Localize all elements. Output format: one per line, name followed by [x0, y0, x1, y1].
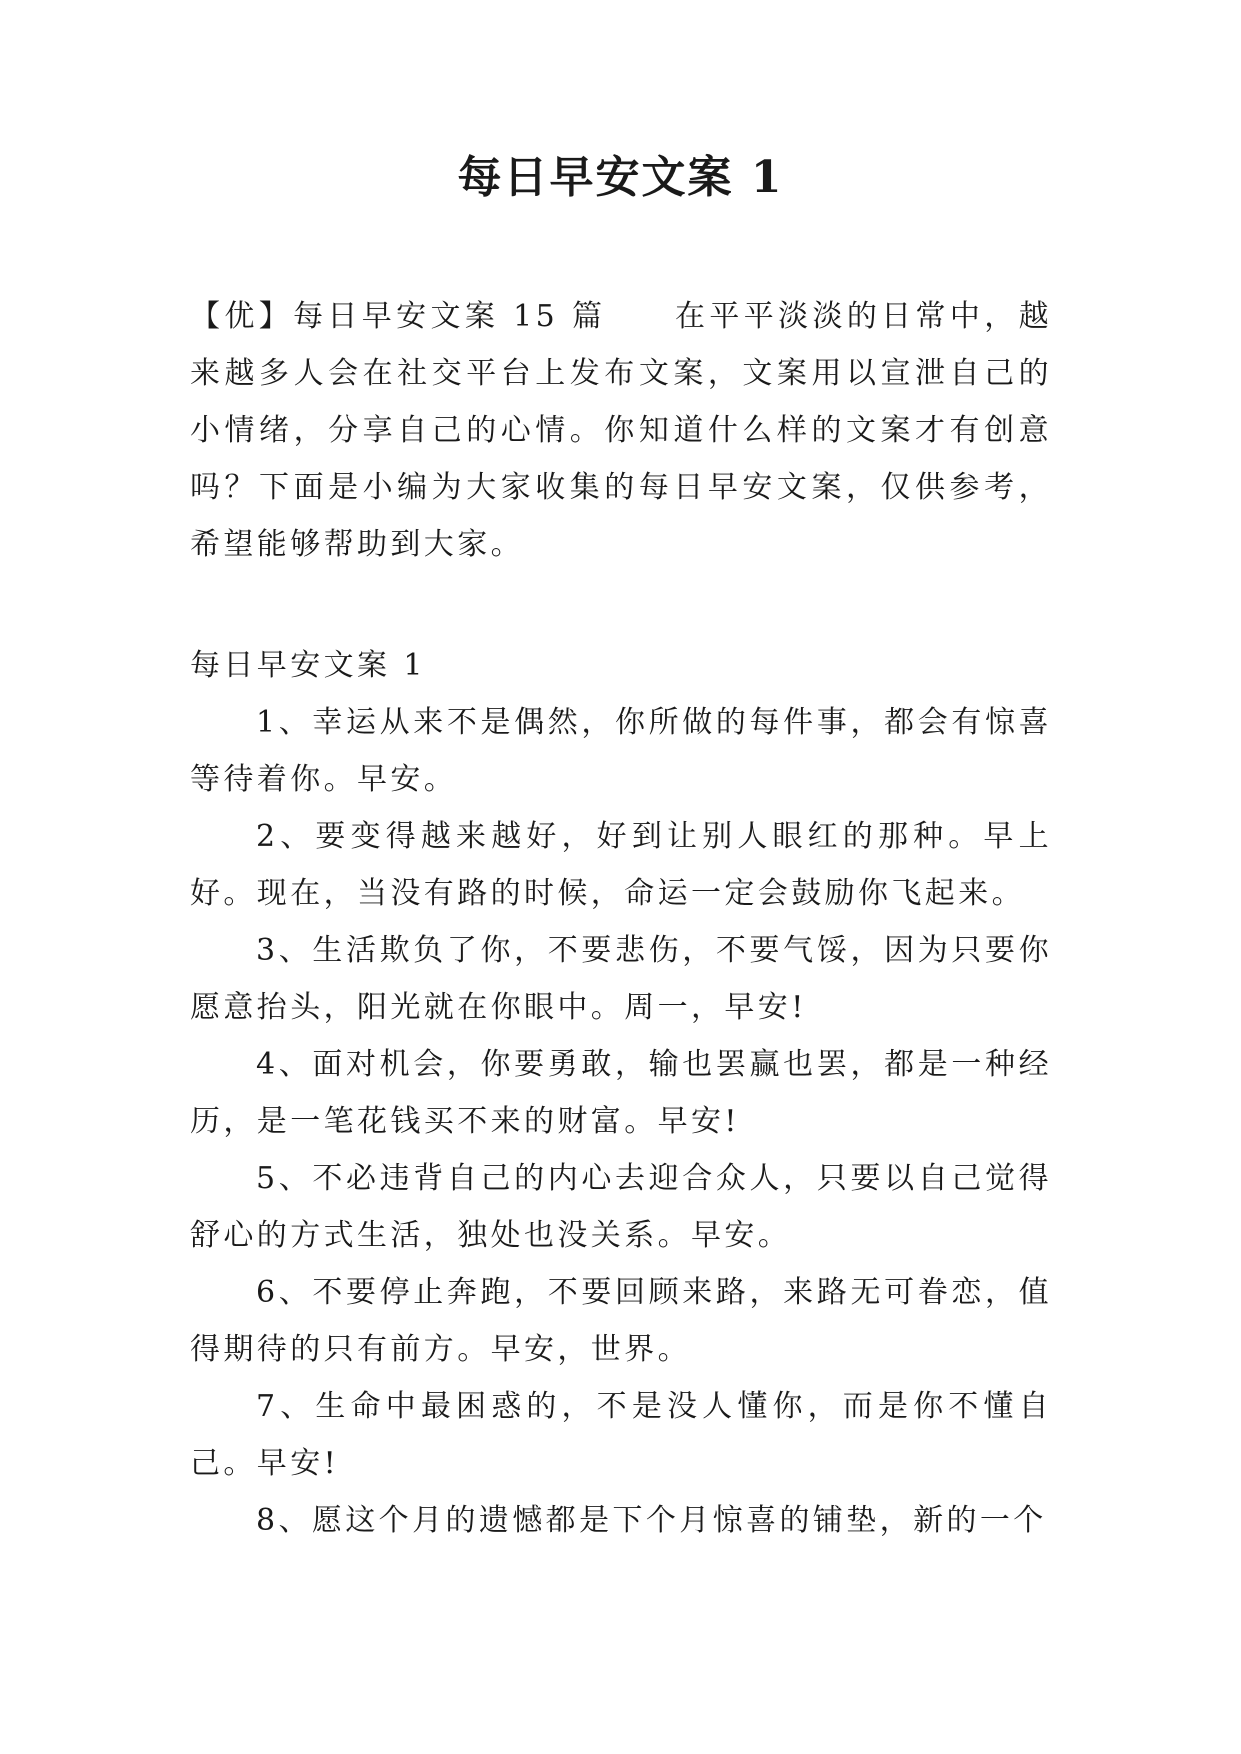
list-item: 8、愿这个月的遗憾都是下个月惊喜的铺垫，新的一个 — [256, 1503, 1047, 1538]
section-heading: 每日早安文案 1 — [190, 648, 426, 683]
intro-paragraph: 【优】每日早安文案 15 篇 在平平淡淡的日常中，越来越多人会在社交平台上发布文案，文案用以宣泄自己的小情绪，分享自己的心情。你知道什么样的文案才有创意吗？下面是小编为大家收集的每日早安文案，仅供参考，希望能够帮助到大家。 — [190, 299, 1052, 562]
greeting-list — [190, 694, 1052, 1549]
list-item: 7、生命中最困惑的，不是没人懂你，而是你不懂自己。早安! — [190, 1389, 1052, 1481]
list-item: 3、生活欺负了你，不要悲伤，不要气馁，因为只要你愿意抬头，阳光就在你眼中。周一，早安! — [190, 933, 1052, 1025]
list-item: 6、不要停止奔跑，不要回顾来路，来路无可眷恋，值得期待的只有前方。早安，世界。 — [190, 1275, 1052, 1367]
list-item: 2、要变得越来越好，好到让别人眼红的那种。早上好。现在，当没有路的时候，命运一定会鼓励你飞起来。 — [190, 819, 1052, 911]
list-item: 5、不必违背自己的内心去迎合众人，只要以自己觉得舒心的方式生活，独处也没关系。早安。 — [190, 1161, 1052, 1253]
list-item: 1、幸运从来不是偶然，你所做的每件事，都会有惊喜等待着你。早安。 — [190, 705, 1052, 797]
list-item: 4、面对机会，你要勇敢，输也罢赢也罢，都是一种经历，是一笔花钱买不来的财富。早安! — [190, 1047, 1052, 1139]
document-title: 每日早安文案 1 — [457, 152, 784, 203]
